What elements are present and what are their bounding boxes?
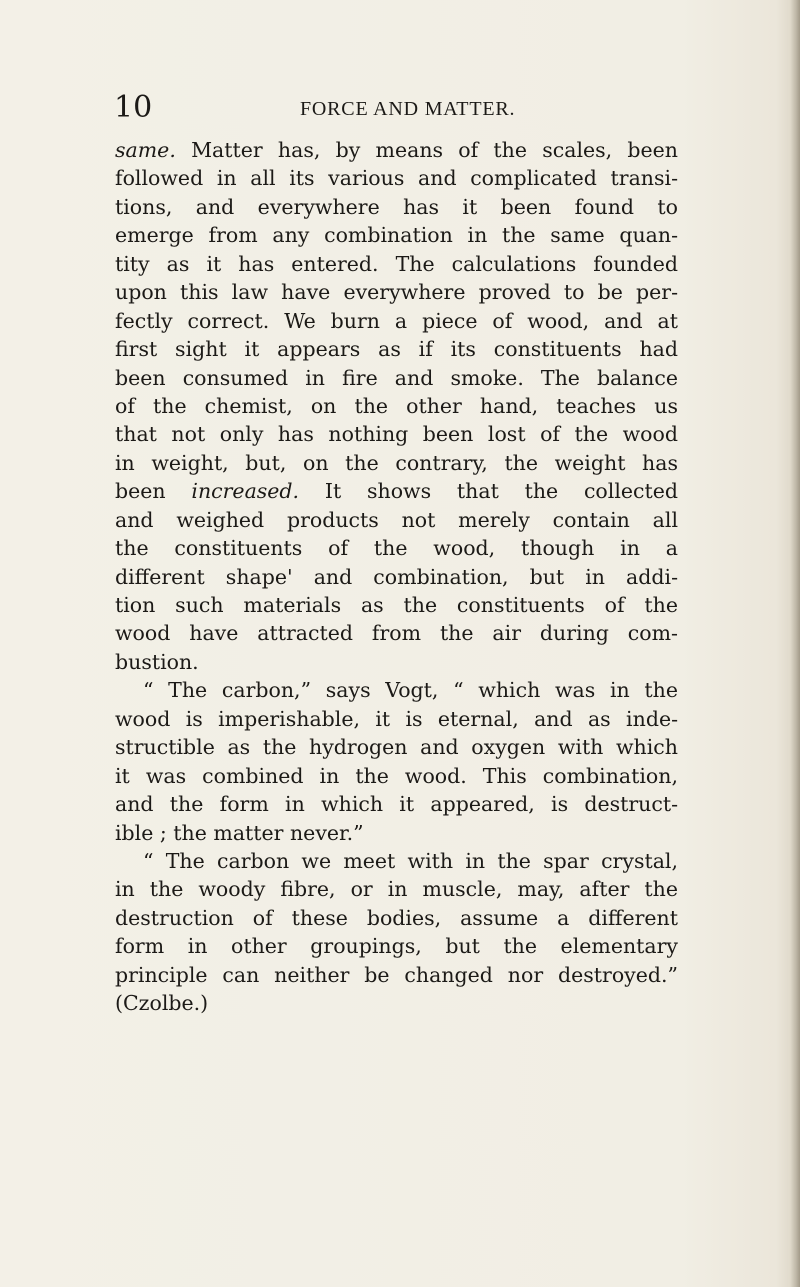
text-line-24: and the form in which it appeared, is destruct- xyxy=(115,792,678,817)
body-text xyxy=(115,136,678,1018)
text-line-17: tion such materials as the constituents of the xyxy=(115,593,678,617)
text-line-14: and weighed products not merely contain all xyxy=(115,507,678,532)
text-line-11: that not only has nothing been lost of the wood xyxy=(115,422,678,447)
text-line-20: “ The carbon,” says Vogt, “ which was in the xyxy=(143,678,678,703)
text-line-21: wood is imperishable, it is eternal, and as inde- xyxy=(115,706,678,731)
text-line-15: the constituents of the wood, though in a xyxy=(115,536,678,561)
text-line-16: different shape' and combination, but in addi- xyxy=(115,564,678,589)
text-line-7: fectly correct. We burn a piece of wood, and at xyxy=(115,308,678,333)
text-line-1 xyxy=(115,136,678,164)
text-line-26: “ The carbon we meet with in the spar crystal, xyxy=(143,848,678,873)
page-header xyxy=(114,88,714,128)
text-line-3: tions, and everywhere has it been found to xyxy=(115,194,678,219)
page-number: 10 xyxy=(114,90,153,125)
page-edge-shadow xyxy=(790,0,800,1287)
text-line-10: of the chemist, on the other hand, teaches us xyxy=(115,393,678,418)
running-head: FORCE AND MATTER. xyxy=(300,98,516,120)
text-line-28: destruction of these bodies, assume a different xyxy=(115,905,678,930)
text-line-19: bustion. xyxy=(115,649,199,674)
text-line-29: form in other groupings, but the elementary xyxy=(115,934,678,959)
text-line-13 xyxy=(115,477,678,505)
text-line-23: it was combined in the wood. This combination, xyxy=(115,763,678,788)
text-line-18: wood have attracted from the air during com- xyxy=(115,621,678,646)
text-line-22: structible as the hydrogen and oxygen with which xyxy=(115,735,678,760)
text-line-13-rest: It shows that the collected xyxy=(299,479,678,504)
text-line-9: been consumed in fire and smoke. The balance xyxy=(115,365,678,390)
text-line-1-rest: Matter has, by means of the scales, been xyxy=(175,138,678,162)
text-line-13-start: been xyxy=(115,479,192,504)
text-line-27: in the woody fibre, or in muscle, may, after the xyxy=(115,877,678,902)
text-line-31: (Czolbe.) xyxy=(115,991,209,1016)
text-line-12: in weight, but, on the contrary, the weight has xyxy=(115,450,678,475)
text-line-4: emerge from any combination in the same quan- xyxy=(115,223,678,248)
text-line-25: ible ; the matter never.” xyxy=(115,820,364,845)
text-line-30: principle can neither be changed nor destroyed.” xyxy=(115,962,678,987)
emphasis-same: same. xyxy=(115,138,176,162)
text-line-8: first sight it appears as if its constituents had xyxy=(115,337,678,362)
text-line-5: tity as it has entered. The calculations founded xyxy=(115,251,678,276)
text-line-6: upon this law have everywhere proved to be per- xyxy=(115,280,678,305)
text-line-2: followed in all its various and complicated transi- xyxy=(115,166,678,191)
emphasis-increased: increased. xyxy=(191,479,300,504)
